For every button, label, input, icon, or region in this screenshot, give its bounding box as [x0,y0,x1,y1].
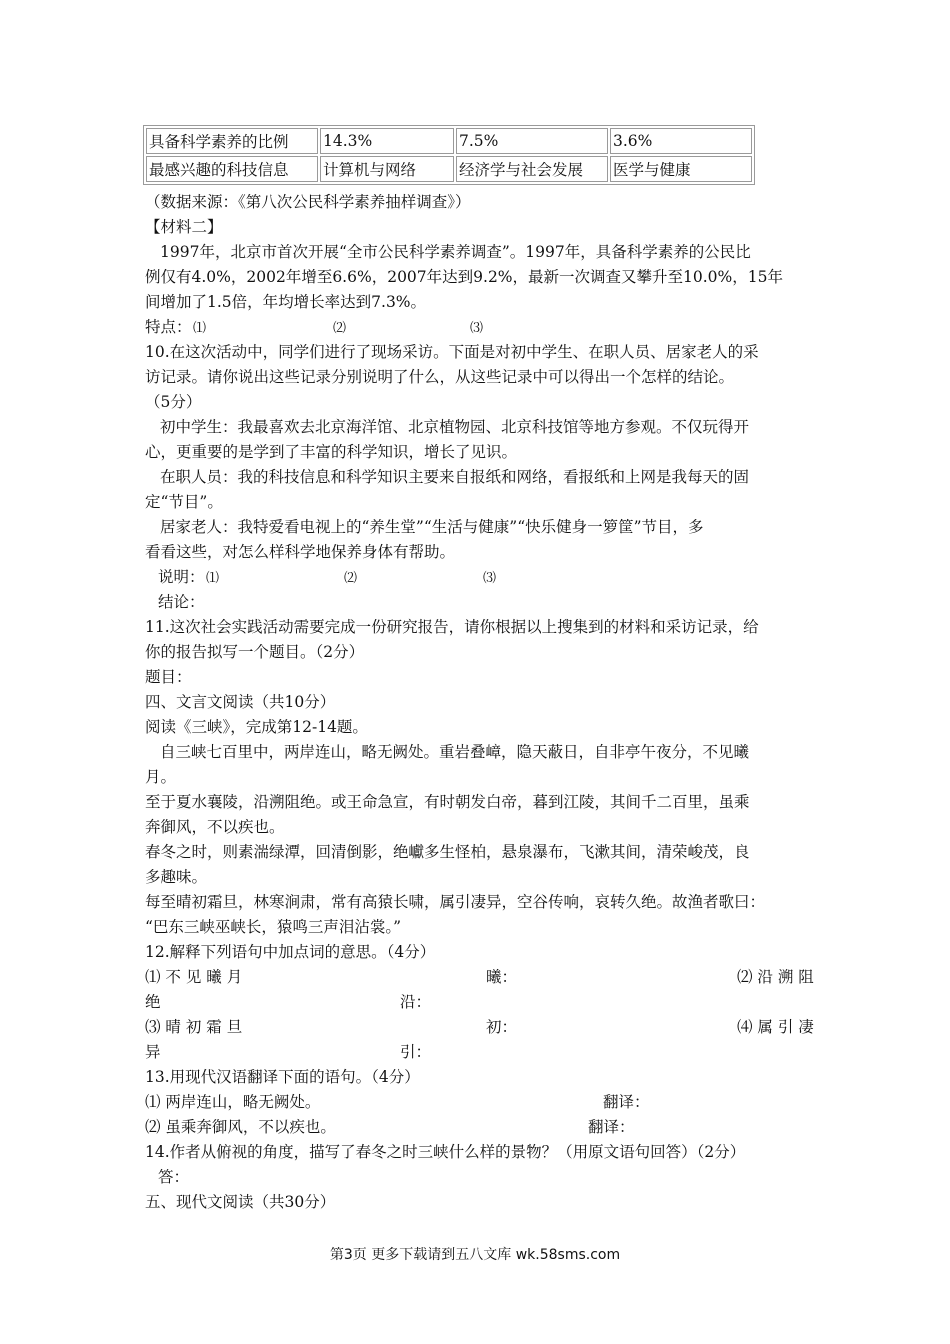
question-14-title: 14.作者从俯视的角度，描写了春冬之时三峡什么样的景物？（用原文语句回答）（2分） [145,1143,746,1161]
question-10-line: （5分） [145,393,202,411]
table-cell: 具备科学素养的比例 [146,128,318,154]
table-cell: 最感兴趣的科技信息 [146,156,318,182]
translate-item: ⑴ 两岸连山，略无阙处。 [145,1093,321,1111]
material-line: 间增加了1.5倍，年均增长率达到7.3%。 [145,293,427,311]
answer-mark: ⑴ [206,571,220,586]
question-10-line: 访记录。请你说出这些记录分别说明了什么，从这些记录中可以得出一个怎样的结论。 [145,368,735,386]
question-12-title: 12.解释下列语句中加点词的意思。（4分） [145,943,436,961]
passage-line: 每至晴初霜旦，林寒涧肃，常有高猿长啸，属引凄异，空谷传响，哀转久绝。故渔者歌曰： [145,893,766,911]
vocab-key: 初： [486,1018,518,1036]
explain-label: 说明： [158,568,205,586]
answer-mark: ⑵ [333,321,347,336]
answer-label: 答： [158,1168,190,1186]
page-footer: 第3页 更多下载请到五八文库 wk.58sms.com [329,1247,621,1263]
vocab-key: 沿： [400,993,432,1011]
source-note: （数据来源：《第八次公民科学素养抽样调查》） [145,193,471,211]
interview-line: 居家老人：我特爱看电视上的“养生堂”“生活与健康”“快乐健身一箩筐”节目，多 [160,518,704,536]
answer-mark: ⑴ [193,321,207,336]
question-11-line: 你的报告拟写一个题目。（2分） [145,643,365,661]
table-cell: 计算机与网络 [320,156,454,182]
translate-label: 翻译： [603,1093,650,1111]
vocab-item: 绝 [145,993,161,1011]
vocab-item: 异 [145,1043,161,1061]
conclusion-label: 结论： [158,593,205,611]
interview-line: 定“节目”。 [145,493,223,511]
section-4-title: 四、文言文阅读（共10分） [145,693,336,711]
material-line: 例仅有4.0%，2002年增至6.6%，2007年达到9.2%，最新一次调查又攀升至10.0%，15年 [145,268,783,286]
table-row [146,156,752,182]
interview-line: 心，更重要的是学到了丰富的科学知识，增长了见识。 [145,443,518,461]
table-cell: 医学与健康 [610,156,752,182]
table-cell: 14.3% [320,128,454,154]
material-heading: 【材料二】 [145,218,223,236]
title-label: 题目： [145,668,192,686]
material-line: 1997年，北京市首次开展“全市公民科学素养调查”。1997年，具备科学素养的公民比 [160,243,751,261]
passage-line: 春冬之时，则素湍绿潭，回清倒影，绝巘多生怪柏，悬泉瀑布，飞漱其间，清荣峻茂，良 [145,843,750,861]
vocab-key: 引： [400,1043,432,1061]
vocab-item: ⑵ 沿 溯 阻 [737,968,814,986]
question-11-line: 11.这次社会实践活动需要完成一份研究报告，请你根据以上搜集到的材料和采访记录，给 [145,618,759,636]
translate-label: 翻译： [588,1118,635,1136]
vocab-key: 曦： [486,968,518,986]
passage-line: 奔御风，不以疾也。 [145,818,285,836]
passage-line: 自三峡七百里中，两岸连山，略无阙处。重岩叠嶂，隐天蔽日，自非亭午夜分，不见曦 [160,743,750,761]
table-cell: 7.5% [456,128,608,154]
table-cell: 3.6% [610,128,752,154]
table-cell: 经济学与社会发展 [456,156,608,182]
passage-line: 多趣味。 [145,868,208,886]
question-13-title: 13.用现代汉语翻译下面的语句。（4分） [145,1068,420,1086]
table-row [146,128,752,154]
interview-line: 在职人员：我的科技信息和科学知识主要来自报纸和网络，看报纸和上网是我每天的固 [160,468,750,486]
interview-line: 初中学生：我最喜欢去北京海洋馆、北京植物园、北京科技馆等地方参观。不仅玩得开 [160,418,750,436]
translate-item: ⑵ 虽乘奔御风，不以疾也。 [145,1118,336,1136]
passage-line: “巴东三峡巫峡长，猿鸣三声泪沾裳。” [145,918,402,936]
passage-line: 月。 [145,768,177,786]
vocab-item: ⑶ 晴 初 霜 旦 [145,1018,243,1036]
survey-table [143,125,755,185]
interview-line: 看看这些，对怎么样科学地保养身体有帮助。 [145,543,456,561]
answer-mark: ⑶ [483,571,497,586]
answer-mark: ⑶ [470,321,484,336]
answer-mark: ⑵ [344,571,358,586]
question-10-line: 10.在这次活动中，同学们进行了现场采访。下面是对初中学生、在职人员、居家老人的采 [145,343,759,361]
passage-line: 至于夏水襄陵，沿溯阻绝。或王命急宣，有时朝发白帝，暮到江陵，其间千二百里，虽乘 [145,793,750,811]
vocab-item: ⑷ 属 引 凄 [737,1018,814,1036]
section-5-title: 五、现代文阅读（共30分） [145,1193,336,1211]
vocab-item: ⑴ 不 见 曦 月 [145,968,243,986]
section-4-intro: 阅读《三峡》，完成第12-14题。 [145,718,368,736]
features-label: 特点： [145,318,192,336]
